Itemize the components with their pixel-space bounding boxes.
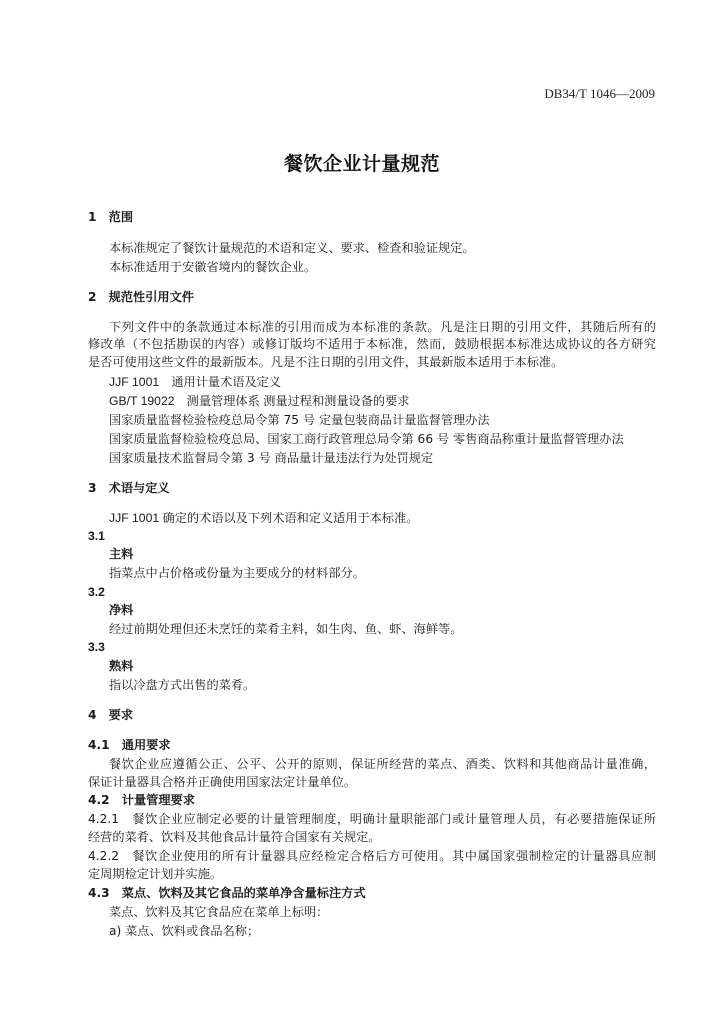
paragraph: 4.2.2 餐饮企业使用的所有计量器具应经检定合格后方可使用。其中属国家强制检定的计量器具应制 — [88, 849, 656, 863]
paragraph: 修改单（不包括勘误的内容）或修订版均不适用于本标准，然而，鼓励根据本标准达成协议的各方研究 — [88, 337, 656, 351]
section-heading-2: 2 规范性引用文件 — [88, 290, 194, 304]
term-number: 3.3 — [88, 640, 105, 654]
paragraph: 经营的菜肴、饮料及其他食品计量符合国家有关规定。 — [88, 830, 381, 844]
reference-item: 国家质量技术监督局令第 3 号 商品量计量违法行为处罚规定 — [109, 451, 434, 465]
subsection-heading: 4.3 菜点、饮料及其它食品的菜单净含量标注方式 — [88, 886, 366, 900]
term-definition: 指菜点中占价格或份量为主要成分的材料部分。 — [109, 566, 365, 580]
paragraph: 下列文件中的条款通过本标准的引用而成为本标准的条款。凡是注日期的引用文件，其随后所有的 — [109, 320, 656, 334]
section-heading-4: 4 要求 — [88, 708, 134, 722]
term-definition: 指以冷盘方式出售的菜肴。 — [109, 678, 256, 692]
standard-number: DB34/T 1046—2009 — [544, 86, 655, 101]
term-name: 主料 — [109, 547, 134, 561]
term-name: 熟料 — [109, 659, 134, 673]
reference-item: JJF 1001 通用计量术语及定义 — [109, 375, 282, 389]
list-item: a) 菜点、饮料或食品名称； — [109, 924, 260, 938]
term-number: 3.2 — [88, 585, 105, 599]
paragraph: 保证计量器具合格并正确使用国家法定计量单位。 — [88, 775, 357, 789]
document-title: 餐饮企业计量规范 — [283, 153, 440, 175]
section-heading-1: 1 范围 — [88, 210, 134, 224]
term-name: 净料 — [109, 603, 134, 617]
subsection-heading: 4.2 计量管理要求 — [88, 793, 195, 807]
paragraph: 4.2.1 餐饮企业应制定必要的计量管理制度，明确计量职能部门或计量管理人员，有必要措施保证所 — [88, 812, 656, 826]
reference-item: 国家质量监督检验检疫总局、国家工商行政管理总局令第 66 号 零售商品称重计量监督管理办法 — [109, 432, 624, 446]
term-definition: 经过前期处理但还未烹饪的菜肴主料，如生肉、鱼、虾、海鲜等。 — [109, 622, 463, 636]
paragraph: 是否可使用这些文件的最新版本。凡是不注日期的引用文件，其最新版本适用于本标准。 — [88, 355, 564, 369]
reference-item: 国家质量监督检验检疫总局令第 75 号 定量包装商品计量监督管理办法 — [109, 413, 490, 427]
subsection-heading: 4.1 通用要求 — [88, 738, 171, 752]
reference-item: GB/T 19022 测量管理体系 测量过程和测量设备的要求 — [109, 394, 410, 408]
paragraph: 本标准规定了餐饮计量规范的术语和定义、要求、检查和验证规定。 — [109, 241, 475, 255]
paragraph: JJF 1001 确定的术语以及下列术语和定义适用于本标准。 — [109, 511, 419, 525]
term-number: 3.1 — [88, 529, 105, 543]
paragraph: 定周期检定计划并实施。 — [88, 867, 223, 881]
section-heading-3: 3 术语与定义 — [88, 481, 170, 495]
paragraph: 本标准适用于安徽省境内的餐饮企业。 — [109, 260, 317, 274]
paragraph: 菜点、饮料及其它食品应在菜单上标明： — [109, 905, 329, 919]
paragraph: 餐饮企业应遵循公正、公平、公开的原则，保证所经营的菜点、酒类、饮料和其他商品计量准确， — [109, 757, 656, 771]
